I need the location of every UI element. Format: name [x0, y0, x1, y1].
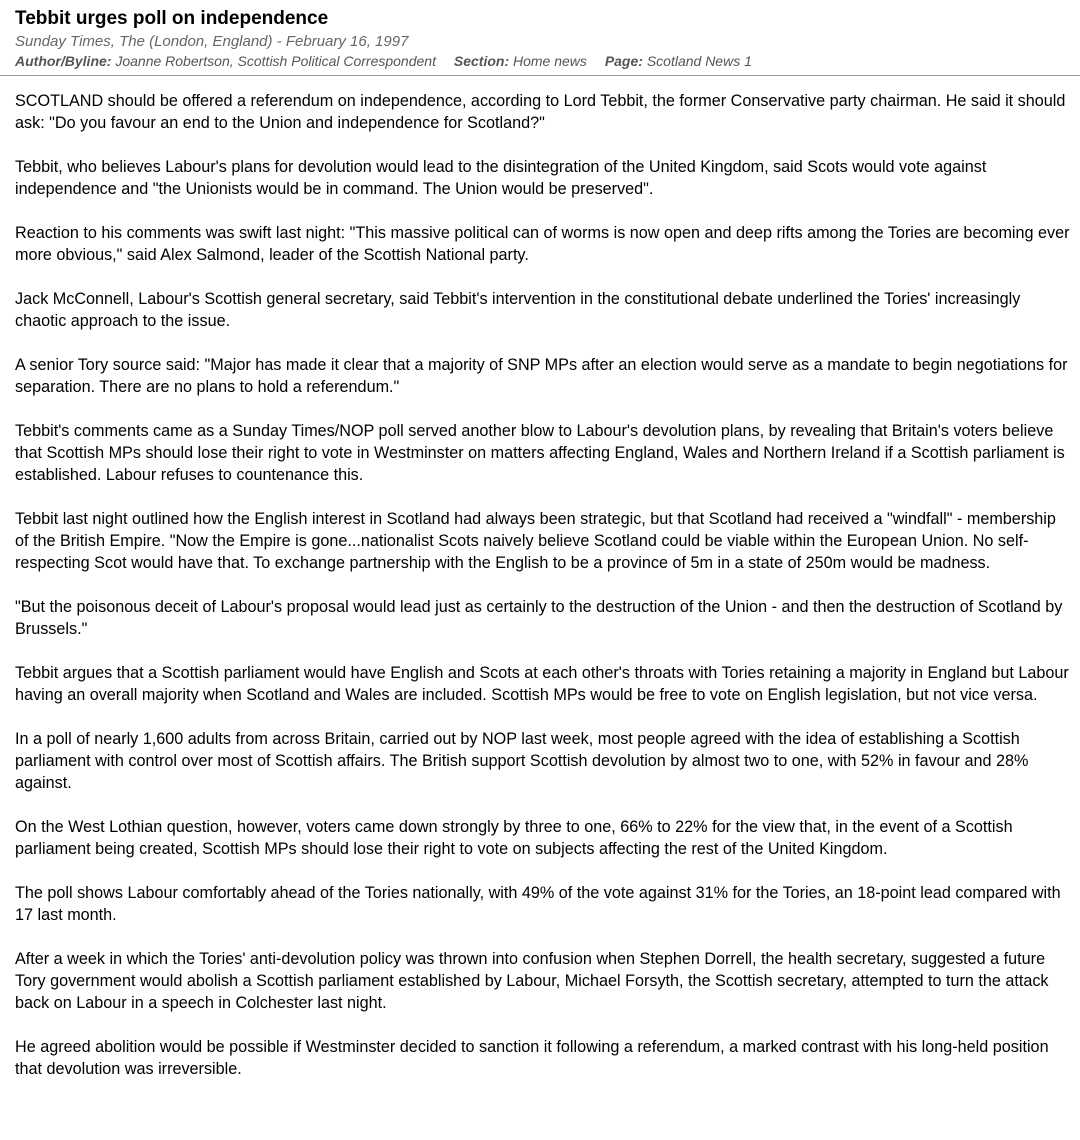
paragraph: In a poll of nearly 1,600 adults from across Britain, carried out by NOP last week, most people agreed with the idea of establishing a Scottish parliament with control over most of Scottish affairs. The British support Scottish devolution by almost two to one, with 52% in favour and 28% against. [15, 730, 1029, 792]
author-label: Author/Byline: [15, 53, 112, 69]
meta-line [15, 52, 1072, 71]
paragraph: Jack McConnell, Labour's Scottish general secretary, said Tebbit's intervention in the constitutional debate underlined the Tories' increasingly chaotic approach to the issue. [15, 290, 1021, 330]
paragraph: Tebbit argues that a Scottish parliament would have English and Scots at each other's throats with Tories retaining a majority in England but Labour having an overall majority when Scotland and Wales are included. Scottish MPs would be free to vote on English legislation, but not vice versa. [15, 664, 1069, 704]
section-label: Section: [453, 53, 510, 69]
page-label: Page: [604, 53, 643, 69]
paragraph: On the West Lothian question, however, voters came down strongly by three to one, 66% to 22% for the view that, in the event of a Scottish parliament being created, Scottish MPs should lose their right to vote on subjects affecting the rest of the United Kingdom. [15, 818, 1013, 858]
article-header [0, 0, 1080, 76]
paragraph: Reaction to his comments was swift last night: "This massive political can of worms is now open and deep rifts among the Tories are becoming ever more obvious," said Alex Salmond, leader of the Scottish National party. [15, 224, 1070, 264]
paragraph: He agreed abolition would be possible if Westminster decided to sanction it following a referendum, a marked contrast with his long-held position that devolution was irreversible. [15, 1038, 1049, 1078]
paragraph: Tebbit, who believes Labour's plans for devolution would lead to the disintegration of the United Kingdom, said Scots would vote against independence and "the Unionists would be in command. The Union would be preserved". [15, 158, 987, 198]
paragraph: "But the poisonous deceit of Labour's proposal would lead just as certainly to the destruction of the Union - and then the destruction of Scotland by Brussels." [15, 598, 1063, 638]
paragraph: The poll shows Labour comfortably ahead of the Tories nationally, with 49% of the vote against 31% for the Tories, an 18-point lead compared with 17 last month. [15, 884, 1061, 924]
article-body [0, 76, 1078, 1080]
paragraph: A senior Tory source said: "Major has made it clear that a majority of SNP MPs after an election would serve as a mandate to begin negotiations for separation. There are no plans to hold a referendum." [15, 356, 1068, 396]
paragraph: Tebbit last night outlined how the English interest in Scotland had always been strategic, but that Scotland had received a "windfall" - membership of the British Empire. "Now the Empire is gone...nationalist Scots naively believe Scotland could be viable within the European Union. No self-respecting Scot would have that. To exchange partnership with the English to be a province of 5m in a state of 250m would be madness. [15, 510, 1056, 572]
article-title: Tebbit urges poll on independence [15, 8, 329, 29]
section-value: Home news [513, 53, 587, 69]
paragraph: SCOTLAND should be offered a referendum on independence, according to Lord Tebbit, the former Conservative party chairman. He said it should ask: "Do you favour an end to the Union and independence for Scotland?" [15, 92, 1066, 132]
page-value: Scotland News 1 [646, 53, 752, 69]
source-line: Sunday Times, The (London, England) - February 16, 1997 [15, 33, 409, 50]
paragraph: After a week in which the Tories' anti-devolution policy was thrown into confusion when Stephen Dorrell, the health secretary, suggested a future Tory government would abolish a Scottish parliament established by Labour, Michael Forsyth, the Scottish secretary, attempted to turn the attack back on Labour in a speech in Colchester last night. [15, 950, 1049, 1012]
paragraph: Tebbit's comments came as a Sunday Times/NOP poll served another blow to Labour's devolution plans, by revealing that Britain's voters believe that Scottish MPs should lose their right to vote in Westminster on matters affecting England, Wales and Northern Ireland if a Scottish parliament is established. Labour refuses to countenance this. [15, 422, 1065, 484]
author-value: Joanne Robertson, Scottish Political Correspondent [115, 53, 436, 69]
